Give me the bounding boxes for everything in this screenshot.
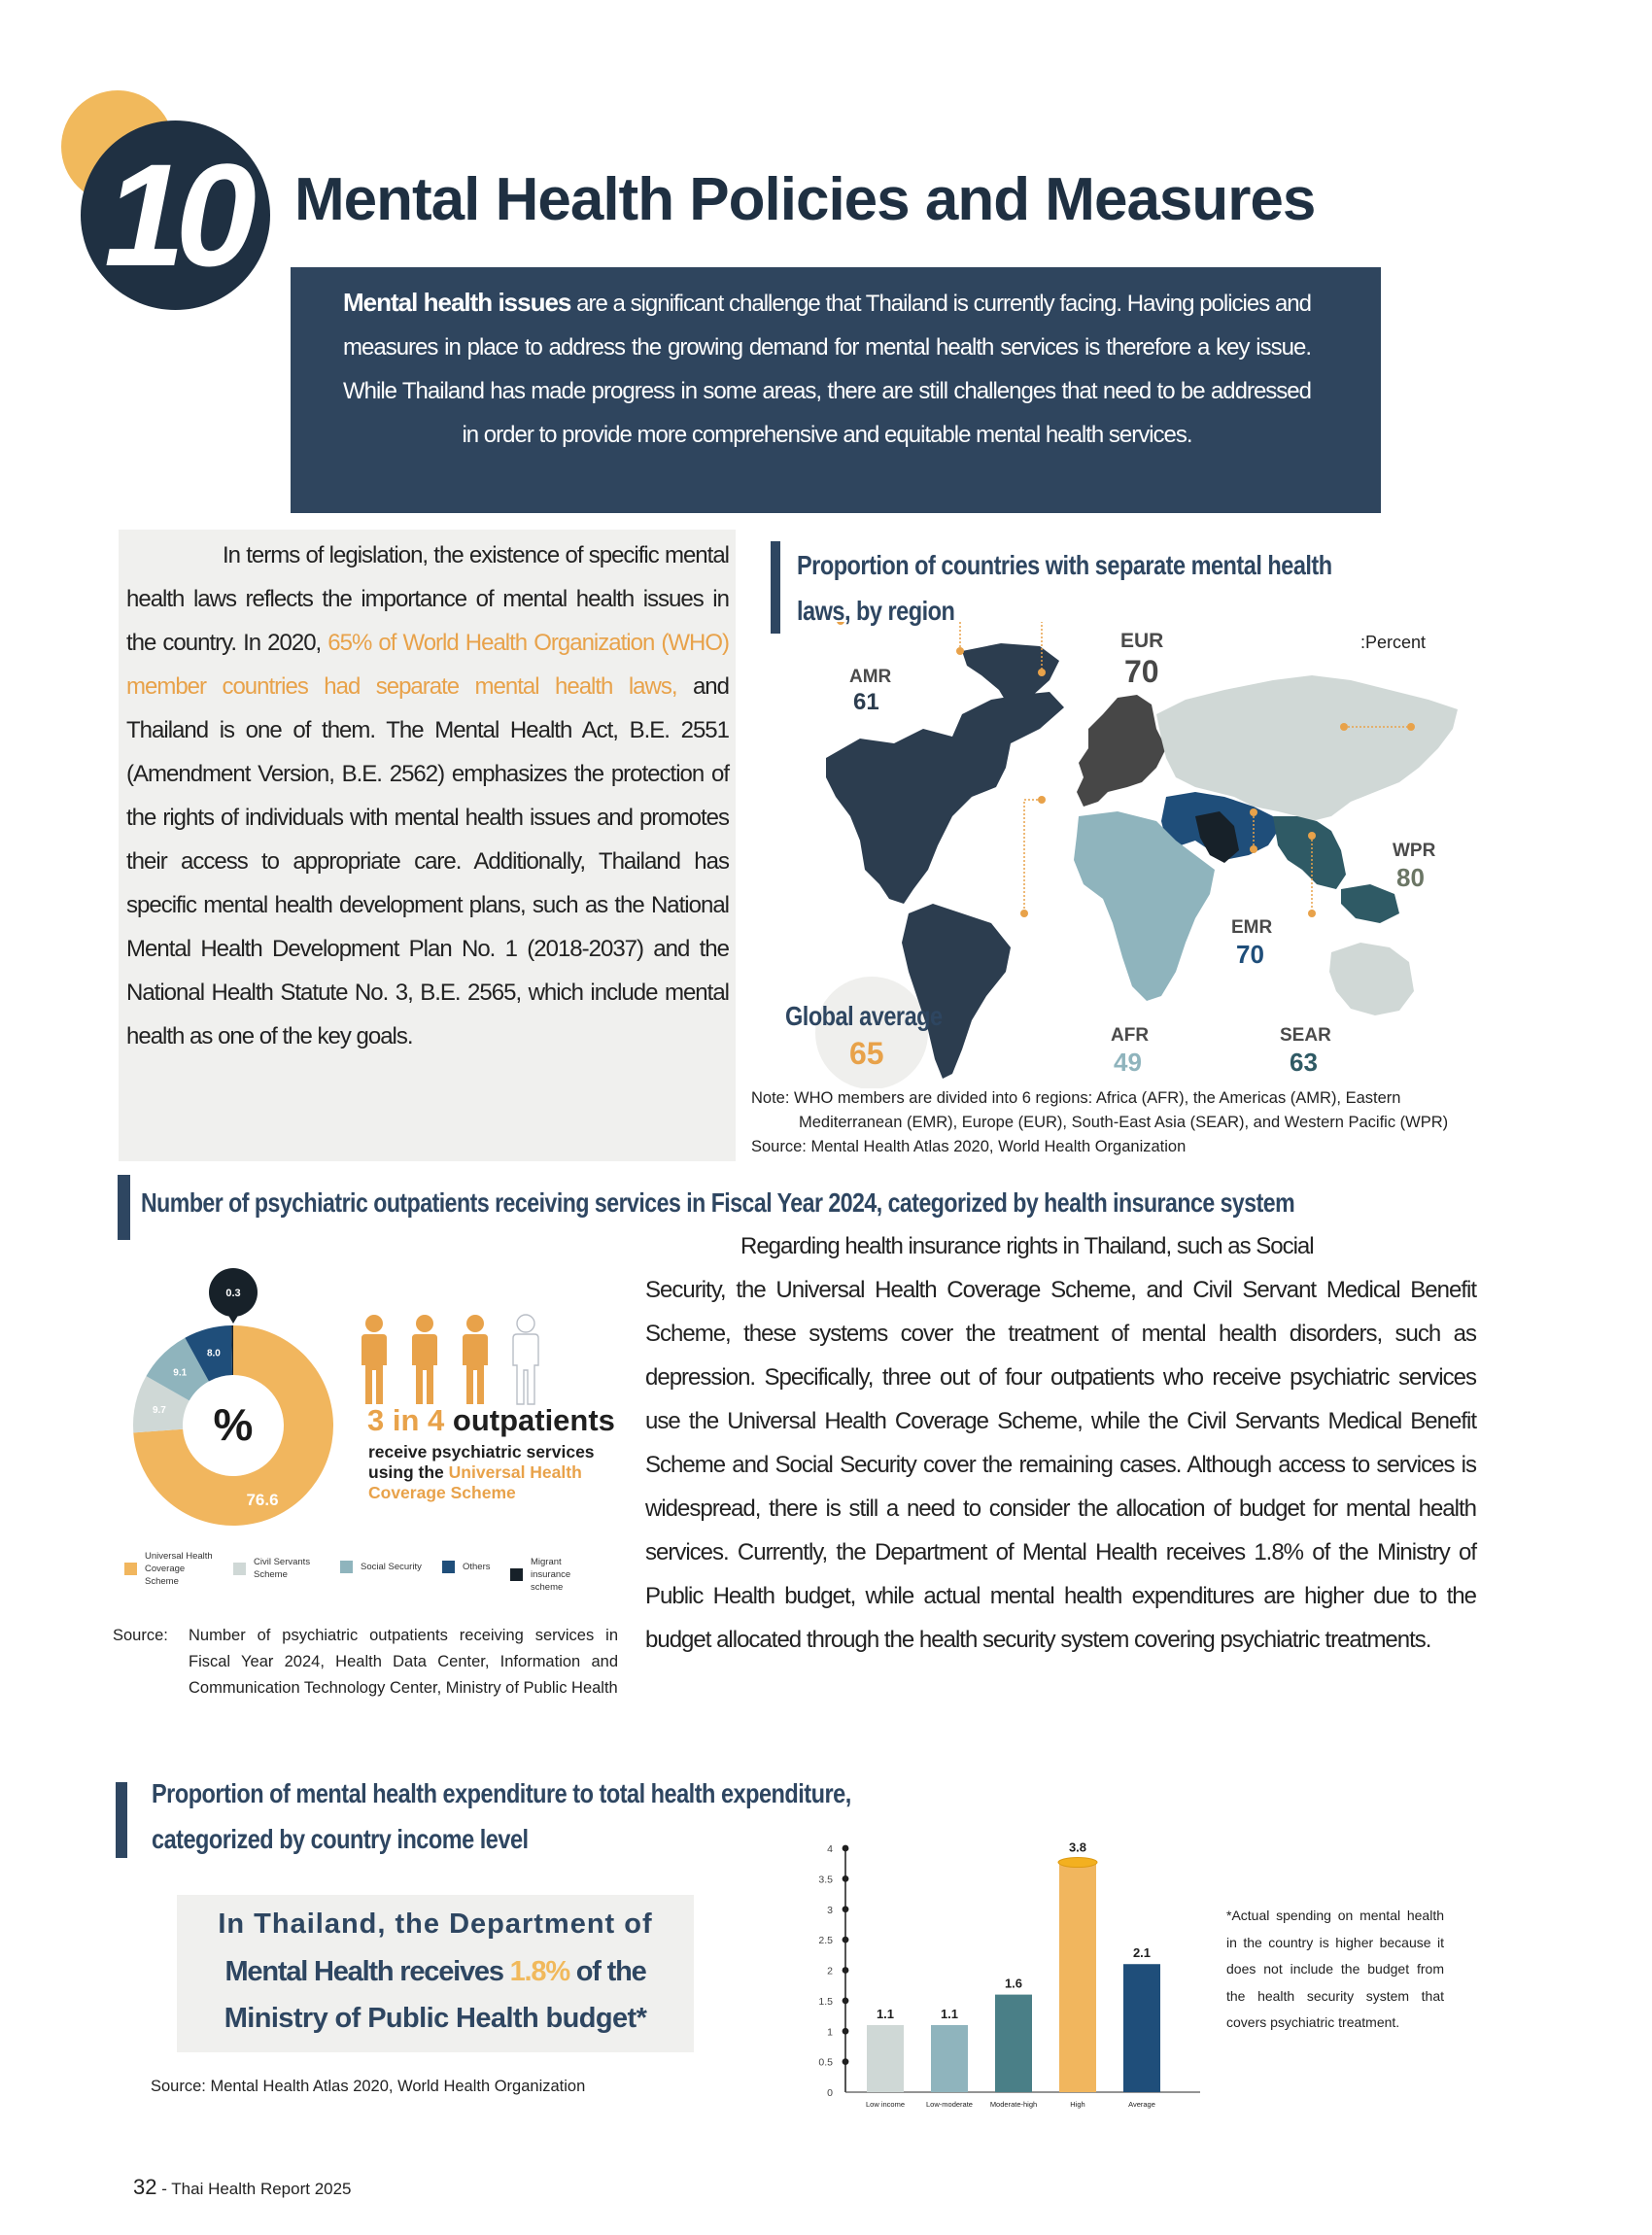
x-tick-label: High bbox=[1070, 2100, 1085, 2109]
expenditure-title-line1: Proportion of mental health expenditure to total health expenditure, bbox=[152, 1778, 851, 1808]
outpatients-heading-bar bbox=[118, 1175, 130, 1240]
y-tick-label: 3 bbox=[827, 1904, 833, 1916]
y-tick-dot bbox=[843, 1875, 849, 1882]
legend-item-ss bbox=[340, 1561, 422, 1573]
bar-marks bbox=[866, 1840, 1160, 2109]
legend-label: Others bbox=[463, 1562, 491, 1572]
legend-swatch bbox=[340, 1561, 353, 1573]
map-region-eur bbox=[1077, 695, 1166, 807]
bar-low-income bbox=[867, 2025, 904, 2092]
stat-line3-highlight: Universal Health bbox=[448, 1462, 582, 1482]
region-code-emr: EMR bbox=[1231, 917, 1273, 938]
page-footer bbox=[133, 2175, 352, 2200]
y-tick-label: 0.5 bbox=[818, 2056, 833, 2069]
stat-word: outpatients bbox=[444, 1403, 615, 1437]
donut-center-label: % bbox=[213, 1399, 254, 1450]
map-unit-label: :Percent bbox=[1360, 633, 1427, 652]
legislation-box bbox=[119, 530, 736, 1161]
thai-box-line2-prefix: Mental Health receives bbox=[224, 1955, 510, 1987]
region-code-afr: AFR bbox=[1111, 1025, 1150, 1046]
thailand-budget-box bbox=[177, 1895, 694, 2052]
y-tick-label: 2 bbox=[827, 1965, 833, 1977]
legend-item-migrant bbox=[510, 1556, 598, 1594]
bar-value-label: 3.8 bbox=[1068, 1840, 1087, 1855]
x-tick-label: Moderate-high bbox=[989, 2100, 1038, 2109]
map-region-sear bbox=[1273, 816, 1399, 923]
map-note bbox=[751, 1086, 1490, 1159]
region-code-amr: AMR bbox=[849, 667, 892, 687]
map-title-line2: laws, by region bbox=[797, 596, 955, 626]
insurance-paragraph-body: Security, the Universal Health Coverage Scheme, and Civil Servant Medical Benefit Scheme, these systems cover the treatment of mental health disorders, such as depression. Specifically, three out of four outpatients who receive psychiatric services use the Universal Health Coverage Scheme, while the Civil Servants Medical Benefit Scheme and Social Security cover the remaining cases. Although access to services is widespread, there is still a need to consider the allocation of budget for mental health services. Currently, the Department of Mental Health receives 1.8% of the Ministry of Public Health budget, while actual mental health expenditures are higher due to the budget allocated through the health security system covering psychiatric treatments. bbox=[645, 1277, 1476, 1653]
bar-value-label: 1.1 bbox=[940, 2006, 959, 2021]
map-source: Source: Mental Health Atlas 2020, World Health Organization bbox=[751, 1138, 1187, 1155]
legend-swatch bbox=[442, 1561, 455, 1573]
person-icon-filled bbox=[412, 1315, 437, 1404]
donut-label-ss: 9.1 bbox=[173, 1367, 188, 1379]
region-code-eur: EUR bbox=[1120, 630, 1164, 652]
region-value-eur: 70 bbox=[1124, 654, 1159, 689]
thai-box-percent: 1.8% bbox=[509, 1955, 569, 1987]
region-value-afr: 49 bbox=[1114, 1048, 1142, 1077]
stat-line4: Coverage Scheme bbox=[368, 1483, 516, 1502]
thai-box-line2-suffix: of the bbox=[568, 1955, 646, 1987]
stat-headline bbox=[367, 1403, 615, 1438]
legend-label: Universal Health Coverage Scheme bbox=[145, 1551, 213, 1587]
y-tick-label: 2.5 bbox=[818, 1935, 833, 1947]
global-average-bubble bbox=[815, 977, 928, 1088]
legislation-text bbox=[126, 533, 729, 1058]
legend-label: Social Security bbox=[361, 1562, 422, 1572]
insurance-paragraph-first-line: Regarding health insurance rights in Thailand, such as Social bbox=[740, 1233, 1314, 1259]
y-tick-label: 4 bbox=[827, 1843, 833, 1855]
intro-text bbox=[343, 281, 1311, 457]
page-title: Mental Health Policies and Measures bbox=[294, 166, 1316, 233]
y-tick-label: 1 bbox=[827, 2026, 833, 2039]
migrant-callout-pointer bbox=[227, 1314, 239, 1324]
source-text: Number of psychiatric outpatients receiving services in Fiscal Year 2024, Health Data Center, Information and Communication Technology Center, Ministry of Public Health bbox=[189, 1627, 618, 1697]
legend-item-others bbox=[442, 1561, 491, 1573]
y-tick-dot bbox=[843, 2028, 849, 2035]
legislation-part1: In terms of legislation, the existence of specific mental health laws reflects the importance of mental health issues in the country. In 2020, bbox=[126, 542, 729, 656]
bar-average bbox=[1123, 1964, 1160, 2092]
bar-value-label: 1.6 bbox=[1004, 1976, 1023, 1991]
donut-label-uc: 76.6 bbox=[246, 1491, 279, 1509]
bar-high bbox=[1059, 1861, 1096, 2092]
person-icon-filled bbox=[361, 1315, 387, 1404]
donut-chart bbox=[126, 1254, 350, 1545]
expenditure-bar-chart bbox=[797, 1827, 1205, 2118]
map-title-line1: Proportion of countries with separate mental health bbox=[797, 550, 1332, 580]
y-tick-label: 1.5 bbox=[818, 1995, 833, 2008]
region-code-wpr: WPR bbox=[1393, 841, 1436, 861]
thai-box-line3: Ministry of Public Health budget* bbox=[224, 2003, 647, 2034]
source-label: Source: bbox=[113, 1627, 168, 1644]
region-value-amr: 61 bbox=[853, 689, 879, 715]
thai-box-line1: In Thailand, the Department of bbox=[218, 1908, 653, 1940]
legend-label: Migrant insurance scheme bbox=[531, 1557, 571, 1593]
donut-legend bbox=[124, 1550, 630, 1599]
expenditure-heading-bar bbox=[116, 1782, 127, 1858]
legislation-highlight: 65% of World Health Organization (WHO) member countries had separate mental health laws, bbox=[126, 630, 730, 700]
region-code-sear: SEAR bbox=[1280, 1025, 1331, 1046]
x-tick-label: Average bbox=[1128, 2100, 1155, 2109]
region-value-emr: 70 bbox=[1236, 940, 1264, 969]
x-tick-label: Low-moderate bbox=[926, 2100, 973, 2109]
expenditure-title-line2: categorized by country income level bbox=[152, 1824, 529, 1854]
donut-label-migrant: 0.3 bbox=[225, 1288, 241, 1299]
x-tick-label: Low income bbox=[865, 2100, 906, 2109]
bar-value-label: 1.1 bbox=[876, 2006, 895, 2021]
y-tick-dot bbox=[843, 2058, 849, 2065]
stat-highlight: 3 in 4 bbox=[367, 1403, 445, 1437]
outpatients-source bbox=[113, 1623, 618, 1702]
legend-item-uc bbox=[124, 1550, 217, 1588]
legend-swatch bbox=[124, 1563, 137, 1575]
global-average-value: 65 bbox=[849, 1036, 884, 1071]
legislation-part2: and Thailand is one of them. The Mental Health Act, B.E. 2551 (Amendment Version, B.E. 2562) emphasizes the protection of the rights of individuals with mental health issues and promotes their access to appropriate care. Additionally, Thailand has specific mental health development plans, such as the National Mental Health Development Plan No. 1 (2018-2037) and the National Health Statute No. 3, B.E. 2565, which include mental health as one of the key goals. bbox=[126, 673, 729, 1049]
y-tick-dot bbox=[843, 1906, 849, 1912]
bar-moderate-high bbox=[995, 1995, 1032, 2092]
donut-label-others: 8.0 bbox=[206, 1348, 221, 1359]
coin-icon bbox=[1058, 1858, 1097, 1868]
y-tick-dot bbox=[843, 1845, 849, 1852]
outpatients-title: Number of psychiatric outpatients receiving services in Fiscal Year 2024, categorized by health insurance system bbox=[141, 1187, 1295, 1218]
bar-value-label: 2.1 bbox=[1132, 1945, 1152, 1961]
y-tick-label: 0 bbox=[827, 2087, 833, 2099]
map-note-line2: Mediterranean (EMR), Europe (EUR), South-East Asia (SEAR), and Western Pacific (WPR) bbox=[799, 1114, 1449, 1131]
global-average-label: Global average bbox=[785, 1001, 943, 1031]
person-icon-outline bbox=[513, 1315, 538, 1404]
y-tick-dot bbox=[843, 1967, 849, 1974]
publication-name: - Thai Health Report 2025 bbox=[156, 2180, 352, 2198]
section-number: 10 bbox=[104, 133, 247, 296]
map-note-line1: Note: WHO members are divided into 6 regions: Africa (AFR), the Americas (AMR), Eastern bbox=[751, 1089, 1401, 1107]
person-icon-filled bbox=[463, 1315, 488, 1404]
donut-label-civil: 9.7 bbox=[152, 1404, 166, 1416]
insurance-paragraph bbox=[645, 1224, 1476, 1662]
stat-line3-prefix: using the bbox=[368, 1462, 449, 1482]
region-value-sear: 63 bbox=[1290, 1048, 1318, 1077]
expenditure-source: Source: Mental Health Atlas 2020, World Health Organization bbox=[151, 2078, 586, 2095]
legend-swatch bbox=[233, 1563, 246, 1575]
legend-item-civil bbox=[233, 1556, 326, 1581]
page-number: 32 bbox=[133, 2175, 157, 2199]
bar-low-moderate bbox=[931, 2025, 968, 2092]
legend-label: Civil Servants Scheme bbox=[254, 1557, 311, 1580]
expenditure-footnote: *Actual spending on mental health in the country is higher because it does not include the budget from the health security system that covers psychiatric treatment. bbox=[1226, 1908, 1444, 2030]
y-tick-label: 3.5 bbox=[818, 1874, 833, 1886]
stat-description bbox=[368, 1442, 595, 1503]
stat-line2: receive psychiatric services bbox=[368, 1442, 595, 1461]
region-value-wpr: 80 bbox=[1396, 863, 1425, 892]
legend-swatch bbox=[510, 1568, 523, 1581]
intro-lead: Mental health issues bbox=[343, 288, 571, 317]
intro-box bbox=[291, 267, 1381, 513]
y-tick-dot bbox=[843, 1997, 849, 2004]
y-tick-dot bbox=[843, 1937, 849, 1943]
intro-body: are a significant challenge that Thailand is currently facing. Having policies and measures in place to address the growing demand for mental health services is therefore a key issue. While Thailand has made progress in some areas, there are still challenges that need to be addressed in order to provide more comprehensive and equitable mental health services. bbox=[343, 291, 1311, 448]
map-heading-bar bbox=[771, 541, 780, 634]
people-icons bbox=[361, 1312, 556, 1409]
